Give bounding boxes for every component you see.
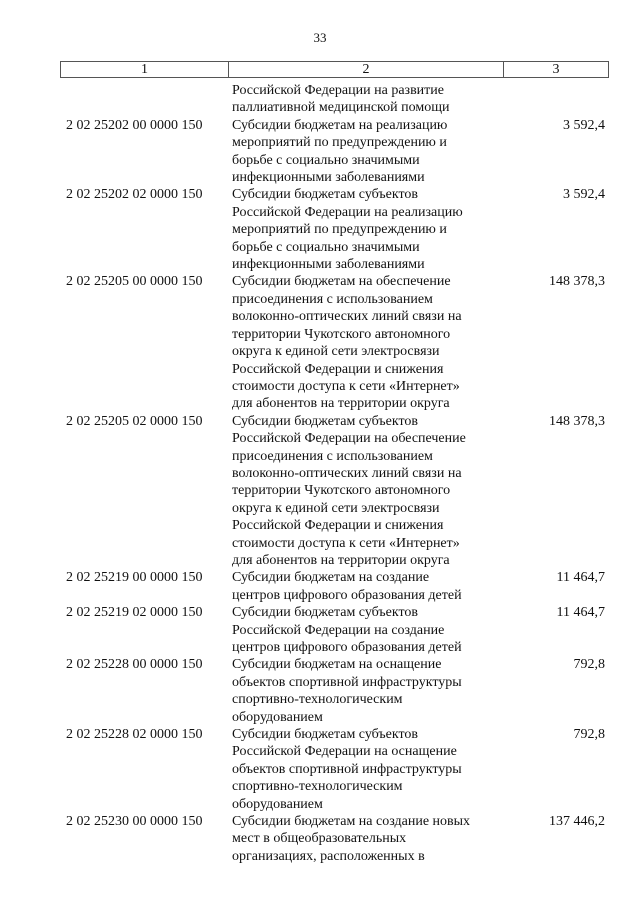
description-line: Субсидии бюджетам на оснащение bbox=[232, 657, 442, 673]
description-line: Субсидии бюджетам на обеспечение bbox=[232, 274, 451, 290]
row-description bbox=[232, 186, 507, 273]
description-line: Субсидии бюджетам субъектов bbox=[232, 727, 419, 743]
description-line: спортивно-технологическим bbox=[232, 692, 403, 708]
description-line: присоединения с использованием bbox=[232, 291, 433, 307]
description-line: оборудованием bbox=[232, 796, 323, 812]
description-line: Российской Федерации и снижения bbox=[232, 518, 444, 534]
description-line: стоимости доступа к сети «Интернет» bbox=[232, 535, 460, 551]
description-line: территории Чукотского автономного bbox=[232, 326, 451, 342]
row-amount bbox=[507, 82, 609, 117]
row-code: 2 02 25219 00 0000 150 bbox=[66, 570, 203, 586]
description-line: паллиативной медицинской помощи bbox=[232, 100, 450, 116]
table-row bbox=[60, 726, 609, 813]
row-code: 2 02 25230 00 0000 150 bbox=[66, 814, 203, 830]
row-code: 2 02 25202 02 0000 150 bbox=[66, 187, 203, 203]
description-line: центров цифрового образования детей bbox=[232, 587, 462, 603]
description-line: Российской Федерации на развитие bbox=[232, 83, 444, 98]
description-line: объектов спортивной инфраструктуры bbox=[232, 761, 462, 777]
row-description bbox=[232, 413, 507, 570]
table-row bbox=[60, 186, 609, 273]
row-code: 2 02 25219 02 0000 150 bbox=[66, 605, 203, 621]
description-line: Российской Федерации на оснащение bbox=[232, 744, 457, 760]
table-row bbox=[60, 413, 609, 570]
row-description bbox=[232, 273, 507, 412]
description-line: объектов спортивной инфраструктуры bbox=[232, 674, 462, 690]
description-line: Российской Федерации и снижения bbox=[232, 361, 444, 377]
row-amount: 148 378,3 bbox=[549, 274, 605, 290]
row-amount: 11 464,7 bbox=[556, 605, 605, 621]
description-line: мероприятий по предупреждению и bbox=[232, 135, 447, 151]
description-line: мероприятий по предупреждению и bbox=[232, 222, 447, 238]
description-line: инфекционными заболеваниями bbox=[232, 170, 425, 186]
description-line: Субсидии бюджетам субъектов bbox=[232, 413, 419, 429]
row-code bbox=[60, 82, 232, 117]
description-line: Российской Федерации на реализацию bbox=[232, 204, 463, 220]
row-description bbox=[232, 117, 507, 187]
row-description bbox=[232, 604, 507, 656]
description-line: Российской Федерации на обеспечение bbox=[232, 431, 466, 447]
row-amount: 3 592,4 bbox=[563, 187, 605, 203]
row-amount: 11 464,7 bbox=[556, 570, 605, 586]
description-line: Российской Федерации на создание bbox=[232, 622, 445, 638]
description-line: мест в общеобразовательных bbox=[232, 831, 407, 847]
description-line: волоконно-оптических линий связи на bbox=[232, 465, 462, 481]
description-line: Субсидии бюджетам на реализацию bbox=[232, 117, 448, 133]
table-row-continuation bbox=[60, 82, 609, 117]
row-amount: 137 446,2 bbox=[549, 814, 605, 830]
table-row bbox=[60, 813, 609, 865]
row-code: 2 02 25205 00 0000 150 bbox=[66, 274, 203, 290]
table-row bbox=[60, 569, 609, 604]
row-code: 2 02 25205 02 0000 150 bbox=[66, 413, 203, 429]
description-line: борьбе с социально значимыми bbox=[232, 239, 420, 255]
table-row bbox=[60, 273, 609, 412]
row-description bbox=[232, 656, 507, 726]
description-line: Субсидии бюджетам на создание bbox=[232, 570, 430, 586]
description-line: присоединения с использованием bbox=[232, 448, 433, 464]
row-code: 2 02 25202 00 0000 150 bbox=[66, 117, 203, 133]
description-line: центров цифрового образования детей bbox=[232, 640, 462, 655]
row-amount: 3 592,4 bbox=[563, 117, 605, 133]
row-description bbox=[232, 569, 507, 604]
description-line: для абонентов на территории округа bbox=[232, 552, 450, 568]
description-line: стоимости доступа к сети «Интернет» bbox=[232, 378, 460, 394]
row-code: 2 02 25228 00 0000 150 bbox=[66, 657, 203, 673]
row-description bbox=[232, 726, 507, 813]
row-amount: 148 378,3 bbox=[549, 413, 605, 429]
description-line: округа к единой сети электросвязи bbox=[232, 500, 440, 516]
row-code: 2 02 25228 02 0000 150 bbox=[66, 727, 203, 743]
row-amount: 792,8 bbox=[573, 727, 605, 743]
description-line: для абонентов на территории округа bbox=[232, 396, 450, 412]
column-header-description: 2 bbox=[229, 62, 504, 77]
description-line: спортивно-технологическим bbox=[232, 779, 403, 795]
description-line: округа к единой сети электросвязи bbox=[232, 344, 440, 360]
description-line: инфекционными заболеваниями bbox=[232, 257, 425, 273]
table-header-row bbox=[60, 61, 609, 78]
description-line: Субсидии бюджетам на создание новых bbox=[232, 814, 471, 830]
table-row bbox=[60, 656, 609, 726]
description-line: организациях, расположенных в bbox=[232, 848, 425, 864]
column-header-amount: 3 bbox=[552, 62, 560, 77]
table-rows bbox=[60, 117, 609, 865]
description-line: территории Чукотского автономного bbox=[232, 483, 451, 499]
description-line: оборудованием bbox=[232, 709, 323, 725]
row-amount: 792,8 bbox=[573, 657, 605, 673]
description-line: Субсидии бюджетам субъектов bbox=[232, 605, 419, 621]
column-header-code: 1 bbox=[61, 62, 229, 77]
row-description bbox=[232, 82, 507, 117]
page-number: 33 bbox=[313, 30, 327, 45]
row-description bbox=[232, 813, 507, 865]
description-line: борьбе с социально значимыми bbox=[232, 152, 420, 168]
table-body bbox=[60, 82, 609, 865]
description-line: волоконно-оптических линий связи на bbox=[232, 309, 462, 325]
description-line: Субсидии бюджетам субъектов bbox=[232, 187, 419, 203]
table-row bbox=[60, 604, 609, 656]
table-row bbox=[60, 117, 609, 187]
